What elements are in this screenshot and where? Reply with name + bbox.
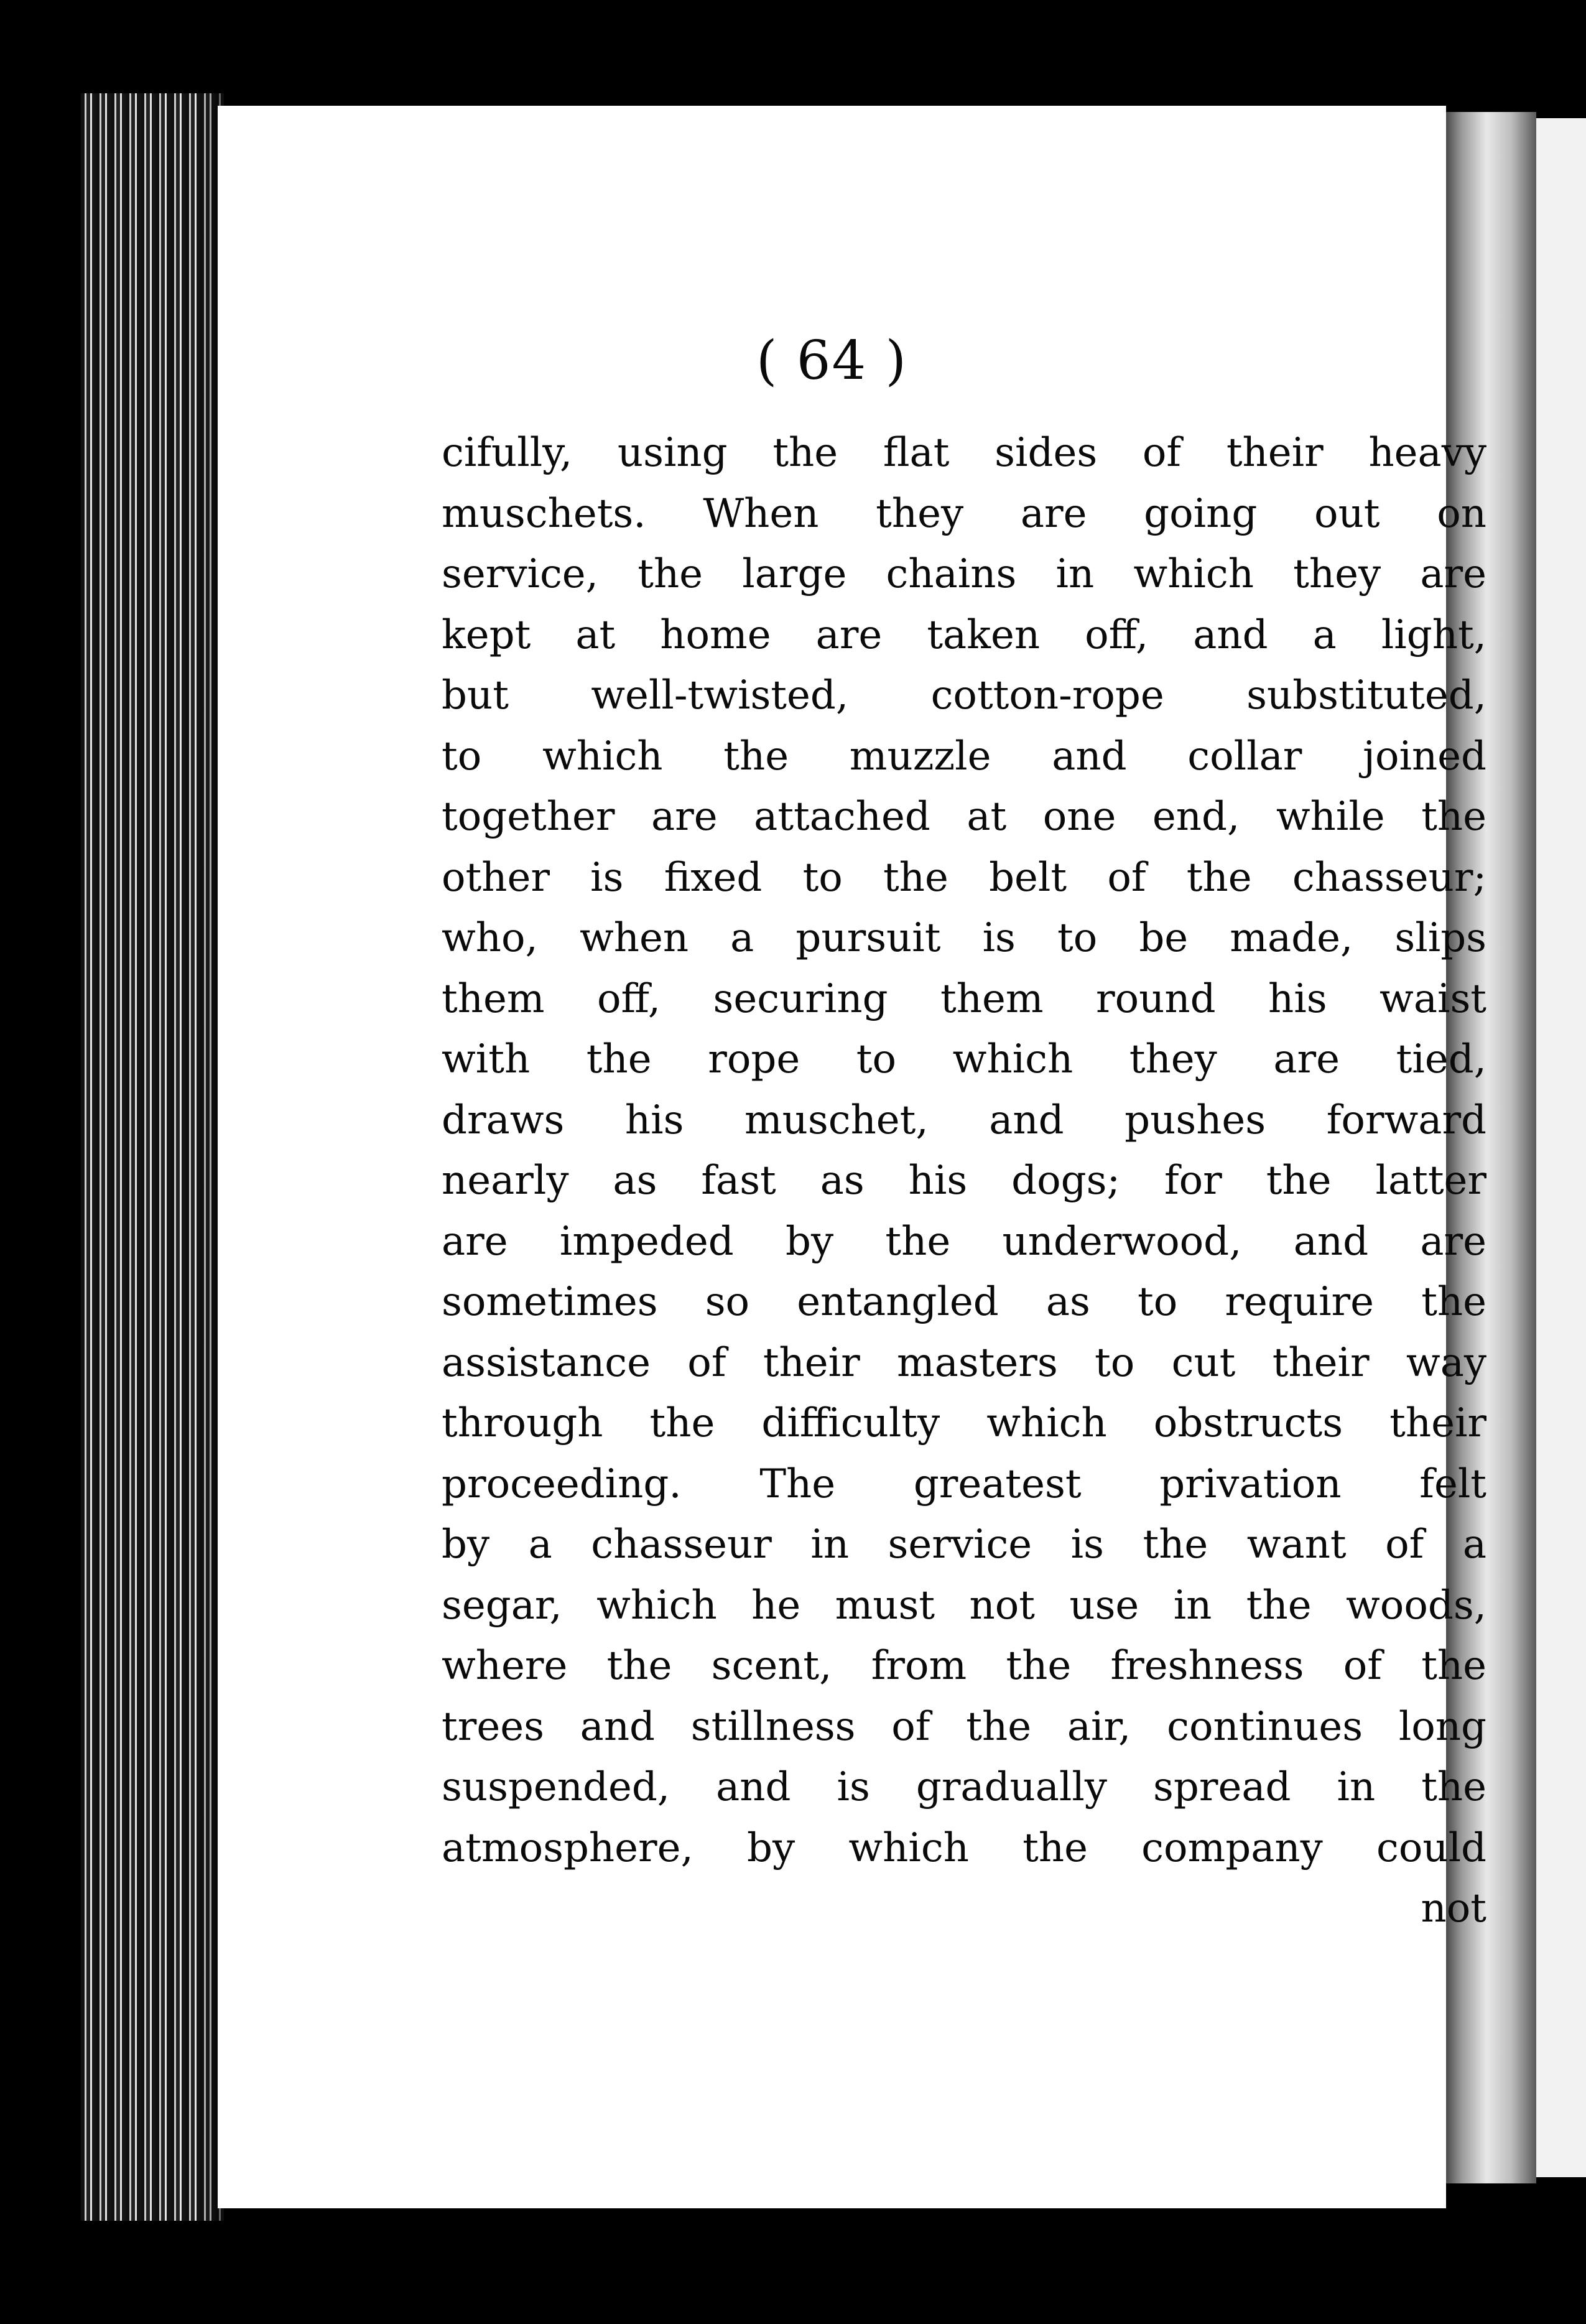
body-text xyxy=(442,423,1486,1940)
text-line: muschets. When they are going out on xyxy=(442,490,1486,537)
text-line: kept at home are taken off, and a light, xyxy=(442,611,1486,658)
text-line: cifully, using the flat sides of their heavy xyxy=(442,430,1486,476)
text-line: sometimes so entangled as to require the xyxy=(442,1279,1486,1325)
text-line: nearly as fast as his dogs; for the latter xyxy=(442,1158,1486,1204)
text-line: proceeding. The greatest privation felt xyxy=(442,1461,1486,1507)
text-line: trees and stillness of the air, continues long xyxy=(442,1703,1486,1750)
text-line: where the scent, from the freshness of the xyxy=(442,1643,1486,1689)
text-line: with the rope to which they are tied, xyxy=(442,1036,1486,1082)
text-line: service, the large chains in which they are xyxy=(442,551,1486,597)
text-line: draws his muschet, and pushes forward xyxy=(442,1097,1486,1143)
text-line: but well-twisted, cotton-rope substituted, xyxy=(442,672,1486,718)
page-number: ( 64 ) xyxy=(756,330,908,392)
text-line: by a chasseur in service is the want of a xyxy=(442,1522,1486,1568)
text-line: together are attached at one end, while the xyxy=(442,794,1486,840)
facing-page-strip xyxy=(1536,118,1586,2177)
text-line: them off, securing them round his waist xyxy=(442,975,1486,1022)
text-line: other is fixed to the belt of the chasseur; xyxy=(442,854,1486,901)
text-line: are impeded by the underwood, and are xyxy=(442,1218,1486,1265)
text-line: suspended, and is gradually spread in the xyxy=(442,1764,1486,1810)
text-line: segar, which he must not use in the woods, xyxy=(442,1582,1486,1629)
text-line: atmosphere, by which the company could xyxy=(442,1824,1486,1871)
text-line: assistance of their masters to cut their way xyxy=(442,1339,1486,1386)
catchword: not xyxy=(1421,1885,1486,1931)
left-page-edges xyxy=(81,93,224,2221)
book-page xyxy=(218,106,1486,2208)
text-line: who, when a pursuit is to be made, slips xyxy=(442,915,1486,961)
text-line: through the difficulty which obstructs their xyxy=(442,1400,1486,1446)
text-line: to which the muzzle and collar joined xyxy=(442,733,1486,779)
